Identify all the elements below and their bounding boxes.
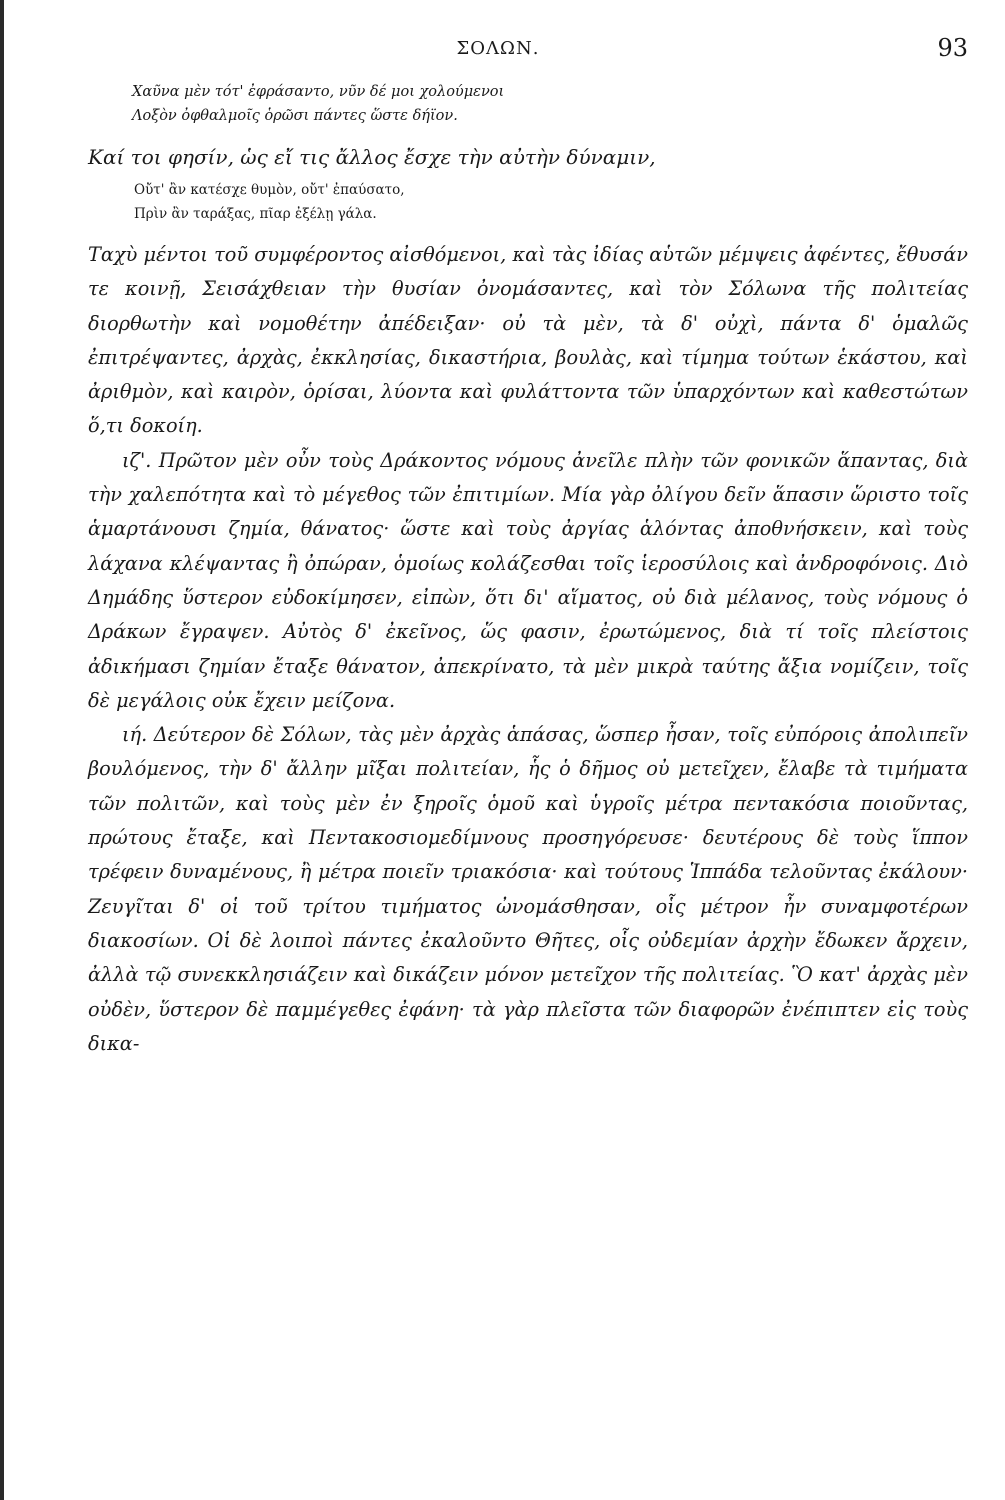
- paragraph: ιζ'. Πρῶτον μὲν οὖν τοὺς Δράκοντος νόμους ἀνεῖλε πλὴν τῶν φονικῶν ἅπαντας, διὰ τὴν χαλεπότητα καὶ τὸ μέγεθος τῶν ἐπιτιμίων. Μία γὰρ ὀλίγου δεῖν ἅπασιν ὥριστο τοῖς ἁμαρτάνουσι ζημία, θάνατος· ὥστε καὶ τοὺς ἀργίας ἁλόντας ἀποθνήσκειν, καὶ τοὺς λάχανα κλέψαντας ἢ ὀπώραν, ὁμοίως κολάζεσθαι τοῖς ἱεροσύλοις καὶ ἀνδροφόνοις. Διὸ Δημάδης ὕστερον εὐδοκίμησεν, εἰπὼν, ὅτι δι' αἵματος, οὐ διὰ μέλανος, τοὺς νόμους ὁ Δράκων ἔγραψεν. Αὐτὸς δ' ἐκεῖνος, ὥς φασιν, ἐρωτώμενος, διὰ τί τοῖς πλείστοις ἀδικήμασι ζημίαν ἔταξε θάνατον, ἀπεκρίνατο, τὰ μὲν μικρὰ ταύτης ἄξια νομίζειν, τοῖς δὲ μεγάλοις οὐκ ἔχειν μείζονα.: [88, 448, 968, 712]
- verse-line: Χαῦνα μὲν τότ' ἐφράσαντο, νῦν δέ μοι χολούμενοι: [132, 84, 505, 100]
- running-head: ΣΟΛΩΝ.: [456, 38, 540, 59]
- scan-edge: [0, 0, 4, 1500]
- book-page: [88, 28, 968, 1061]
- page-header: [88, 28, 968, 74]
- paragraph: Ταχὺ μέντοι τοῦ συμφέροντος αἰσθόμενοι, καὶ τὰς ἰδίας αὑτῶν μέμψεις ἀφέντες, ἔθυσάν τε κοινῇ, Σεισάχθειαν τὴν θυσίαν ὀνομάσαντες, καὶ τὸν Σόλωνα τῆς πολιτείας διορθωτὴν καὶ νομοθέτην ἀπέδειξαν· οὐ τὰ μὲν, τὰ δ' οὐχὶ, πάντα δ' ὁμαλῶς ἐπιτρέψαντες, ἀρχὰς, ἐκκλησίας, δικαστήρια, βουλὰς, καὶ τίμημα τούτων ἑκάστου, καὶ ἀριθμὸν, καὶ καιρὸν, ὁρίσαι, λύοντα καὶ φυλάττοντα τῶν ὑπαρχόντων καὶ καθεστώτων ὅ,τι δοκοίη.: [88, 243, 968, 438]
- verse-line: Πρὶν ἂν ταράξας, πῖαρ ἐξέλῃ γάλα.: [134, 206, 377, 222]
- verse-line: Λοξὸν ὀφθαλμοῖς ὁρῶσι πάντες ὥστε δήϊον.: [132, 108, 458, 124]
- paragraph: ιή. Δεύτερον δὲ Σόλων, τὰς μὲν ἀρχὰς ἁπάσας, ὥσπερ ἦσαν, τοῖς εὐπόροις ἀπολιπεῖν βουλόμενος, τὴν δ' ἄλλην μῖξαι πολιτείαν, ἧς ὁ δῆμος οὐ μετεῖχεν, ἔλαβε τὰ τιμήματα τῶν πολιτῶν, καὶ τοὺς μὲν ἐν ξηροῖς ὁμοῦ καὶ ὑγροῖς μέτρα πεντακόσια ποιοῦντας, πρώτους ἔταξε, καὶ Πεντακοσιομεδίμνους προσηγόρευσε· δευτέρους δὲ τοὺς ἵππον τρέφειν δυναμένους, ἢ μέτρα ποιεῖν τριακόσια· καὶ τούτους Ἱππάδα τελοῦντας ἐκάλουν· Ζευγῖται δ' οἱ τοῦ τρίτου τιμήματος ὠνομάσθησαν, οἷς μέτρον ἦν συναμφοτέρων διακοσίων. Οἱ δὲ λοιποὶ πάντες ἐκαλοῦντο Θῆτες, οἷς οὐδεμίαν ἀρχὴν ἔδωκεν ἄρχειν, ἀλλὰ τῷ συνεκκλησιάζειν καὶ δικάζειν μόνον μετεῖχον τῆς πολιτείας. Ὃ κατ' ἀρχὰς μὲν οὐδὲν, ὕστερον δὲ παμμέγεθες ἐφάνη· τὰ γὰρ πλεῖστα τῶν διαφορῶν ἐνέπιπτεν εἰς τοὺς δικα-: [88, 723, 968, 1055]
- verse-lead-line: Καί τοι φησίν, ὡς εἴ τις ἄλλος ἔσχε τὴν αὐτὴν δύναμιν,: [88, 145, 656, 169]
- verse-quote-2: [88, 178, 968, 226]
- page-number: 93: [937, 34, 968, 62]
- verse-quote-1: [88, 80, 968, 128]
- verse-line: Οὔτ' ἂν κατέσχε θυμὸν, οὔτ' ἐπαύσατο,: [134, 182, 405, 198]
